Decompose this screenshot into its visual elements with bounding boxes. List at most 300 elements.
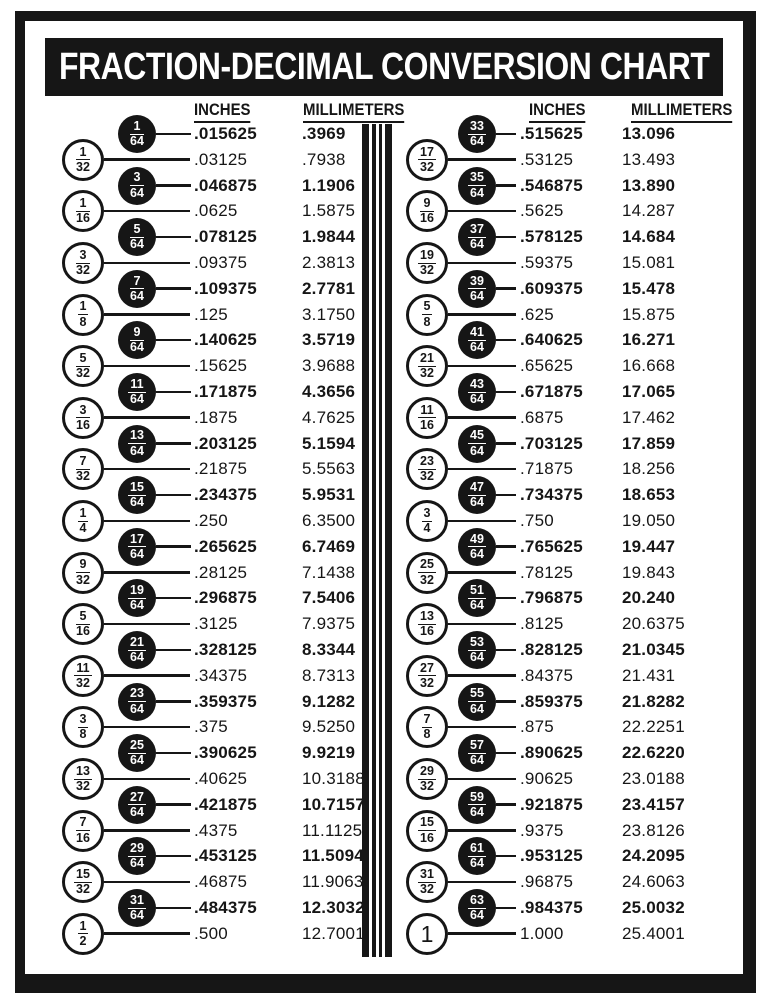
connector-line	[156, 700, 191, 702]
inches-value: .640625	[520, 330, 583, 350]
table-row	[50, 611, 368, 637]
table-row	[395, 224, 725, 250]
millimeters-value: 11.9063	[302, 872, 364, 892]
connector-line	[104, 778, 190, 780]
millimeters-value: 19.447	[622, 536, 676, 556]
millimeters-value: 21.0345	[622, 640, 685, 659]
millimeters-value: 11.1125	[302, 820, 363, 840]
fraction-label: $\frac{1}{16}$	[76, 196, 90, 226]
inches-value: .84375	[520, 665, 574, 685]
table-row	[50, 144, 368, 174]
inches-value: .546875	[520, 175, 583, 195]
fraction-label: $\frac{11}{32}$	[76, 660, 90, 690]
fraction-label: $\frac{17}{32}$	[420, 144, 434, 174]
connector-line	[156, 133, 191, 135]
millimeters-value: 18.653	[622, 485, 676, 505]
fraction-label: $\frac{5}{32}$	[76, 351, 90, 381]
inches-value: .234375	[194, 485, 257, 505]
fraction-label: $\frac{19}{32}$	[420, 247, 434, 277]
millimeters-value: 9.5250	[302, 717, 356, 737]
inches-value: .703125	[520, 433, 583, 453]
connector-line	[156, 803, 191, 805]
fraction-label: $\frac{55}{64}$	[470, 686, 484, 716]
inches-value: .750	[520, 511, 554, 530]
table-row	[395, 740, 725, 766]
fraction-label: $\frac{1}{64}$	[130, 118, 144, 148]
fraction-label: $\frac{19}{64}$	[130, 583, 144, 613]
table-row	[395, 505, 725, 535]
table-row	[50, 428, 368, 458]
table-row	[50, 686, 368, 716]
connector-line	[156, 184, 191, 186]
inches-value: .265625	[194, 536, 257, 556]
table-row	[395, 763, 725, 793]
table-row	[395, 402, 725, 432]
millimeters-value: 24.2095	[622, 846, 685, 866]
table-row	[395, 376, 725, 406]
fraction-label: $\frac{11}{16}$	[420, 402, 434, 432]
fraction-label: $\frac{23}{64}$	[130, 686, 144, 716]
inches-value: .078125	[194, 227, 257, 247]
inches-value: .390625	[194, 743, 257, 763]
millimeters-header-right: MILLIMETERS	[631, 100, 732, 123]
fraction-label: $\frac{3}{16}$	[76, 402, 90, 432]
inches-value: .859375	[520, 691, 583, 711]
fraction-label: $\frac{13}{64}$	[130, 428, 144, 458]
table-row	[50, 376, 368, 406]
fraction-label: $\frac{3}{8}$	[79, 712, 87, 742]
connector-line	[496, 855, 516, 857]
fraction-label: $\frac{5}{16}$	[76, 609, 90, 639]
millimeters-value: 13.493	[622, 149, 676, 169]
table-row	[50, 247, 368, 277]
inches-value: .3125	[194, 614, 238, 634]
table-row	[50, 892, 368, 922]
millimeters-value: 19.843	[622, 562, 676, 582]
table-row	[50, 224, 368, 250]
table-row	[50, 660, 368, 690]
inches-value: .59375	[520, 253, 574, 272]
fraction-label: $\frac{11}{64}$	[130, 376, 144, 406]
inches-value: .78125	[520, 562, 574, 582]
connector-line	[104, 416, 190, 418]
inches-value: .28125	[194, 562, 248, 582]
table-row	[50, 869, 368, 895]
millimeters-value: 19.050	[622, 511, 676, 530]
connector-line	[496, 442, 516, 444]
fraction-label: $\frac{35}{64}$	[470, 170, 484, 200]
millimeters-value: 14.287	[622, 201, 676, 221]
inches-value: .15625	[194, 356, 248, 376]
millimeters-value: 15.081	[622, 253, 676, 272]
inches-value: .46875	[194, 872, 248, 892]
table-row	[395, 198, 725, 224]
millimeters-value: 11.5094	[302, 846, 364, 866]
fraction-label: $\frac{21}{32}$	[420, 351, 434, 381]
connector-line	[448, 674, 516, 676]
connector-line	[104, 571, 190, 573]
fraction-label: $\frac{15}{16}$	[420, 815, 434, 845]
table-row	[395, 482, 725, 508]
inches-value: .296875	[194, 588, 257, 608]
fraction-label: 1	[420, 920, 434, 947]
table-row	[395, 611, 725, 637]
table-row	[50, 789, 368, 819]
fraction-label: $\frac{1}{4}$	[79, 505, 87, 535]
table-row	[50, 353, 368, 379]
millimeters-value: 5.9531	[302, 485, 356, 505]
fraction-label: $\frac{7}{32}$	[76, 454, 90, 484]
table-row	[395, 585, 725, 611]
inches-value: .65625	[520, 356, 574, 376]
table-row	[50, 740, 368, 766]
millimeters-value: 16.668	[622, 356, 676, 376]
millimeters-value: 13.890	[622, 175, 676, 195]
connector-line	[496, 597, 516, 599]
table-row	[395, 428, 725, 458]
connector-line	[156, 597, 191, 599]
millimeters-value: 23.8126	[622, 820, 685, 840]
inches-value: .046875	[194, 175, 257, 195]
millimeters-value: 10.7157	[302, 794, 365, 814]
connector-line	[104, 623, 190, 625]
table-row	[50, 918, 368, 948]
table-row	[50, 273, 368, 303]
connector-line	[104, 520, 190, 522]
inches-header-left: INCHES	[194, 100, 251, 123]
fraction-label: $\frac{57}{64}$	[470, 738, 484, 768]
table-row	[50, 531, 368, 561]
fraction-label: $\frac{31}{32}$	[420, 867, 434, 897]
connector-line	[156, 391, 191, 393]
table-row	[395, 634, 725, 664]
connector-line	[156, 442, 191, 444]
millimeters-value: .3969	[302, 124, 346, 143]
millimeters-value: 20.240	[622, 588, 676, 608]
fraction-badge	[406, 913, 448, 955]
table-row	[50, 714, 368, 740]
connector-line	[104, 313, 190, 315]
table-row	[50, 815, 368, 845]
inches-value: .71875	[520, 459, 574, 479]
table-row	[395, 686, 725, 716]
inches-value: .359375	[194, 691, 257, 711]
connector-line	[448, 210, 516, 212]
connector-line	[104, 726, 190, 728]
connector-line	[448, 778, 516, 780]
fraction-label: $\frac{31}{64}$	[130, 892, 144, 922]
table-row	[395, 118, 725, 148]
title-bar	[45, 38, 723, 96]
table-row	[395, 273, 725, 303]
connector-line	[448, 881, 516, 883]
millimeters-value: 22.2251	[622, 717, 685, 737]
fraction-label: $\frac{15}{32}$	[76, 867, 90, 897]
fraction-label: $\frac{21}{64}$	[130, 634, 144, 664]
table-row	[395, 299, 725, 329]
inches-value: .375	[194, 717, 228, 737]
inches-value: .828125	[520, 640, 583, 659]
millimeters-value: 6.3500	[302, 511, 356, 530]
millimeters-value: 17.065	[622, 382, 676, 401]
connector-line	[104, 468, 190, 470]
fraction-badge	[62, 913, 104, 955]
millimeters-value: 3.5719	[302, 330, 356, 350]
millimeters-value: 8.7313	[302, 665, 356, 685]
fraction-label: $\frac{25}{32}$	[420, 557, 434, 587]
fraction-label: $\frac{1}{32}$	[76, 144, 90, 174]
millimeters-value: 10.3188	[302, 769, 365, 788]
millimeters-value: 1.1906	[302, 175, 356, 195]
col-left	[50, 118, 368, 957]
table-row	[50, 482, 368, 508]
connector-line	[496, 907, 516, 909]
table-row	[50, 634, 368, 664]
connector-line	[104, 829, 190, 831]
millimeters-value: 6.7469	[302, 536, 356, 556]
millimeters-value: 4.3656	[302, 382, 356, 401]
connector-line	[156, 752, 191, 754]
millimeters-value: 3.1750	[302, 304, 356, 324]
inches-value: .921875	[520, 794, 583, 814]
fraction-label: $\frac{49}{64}$	[470, 531, 484, 561]
connector-line	[104, 262, 190, 264]
table-row	[395, 843, 725, 869]
inches-value: .5625	[520, 201, 564, 221]
millimeters-value: 15.875	[622, 304, 676, 324]
table-row	[395, 921, 725, 947]
fraction-label: $\frac{53}{64}$	[470, 634, 484, 664]
millimeters-value: 12.7001	[302, 923, 365, 943]
fraction-label: $\frac{51}{64}$	[470, 583, 484, 613]
table-row	[395, 144, 725, 174]
connector-line	[156, 907, 191, 909]
fraction-label: $\frac{27}{32}$	[420, 660, 434, 690]
inches-value: .53125	[520, 149, 574, 169]
inches-value: .96875	[520, 872, 574, 892]
inches-value: .4375	[194, 820, 238, 840]
inches-value: .609375	[520, 278, 583, 298]
table-row	[50, 763, 368, 793]
inches-value: .171875	[194, 382, 257, 401]
millimeters-value: 1.9844	[302, 227, 356, 247]
connector-line	[448, 623, 516, 625]
inches-value: .515625	[520, 124, 583, 143]
connector-line	[496, 391, 516, 393]
millimeters-value: 5.5563	[302, 459, 356, 479]
fraction-label: $\frac{15}{64}$	[130, 480, 144, 510]
inches-value: .40625	[194, 769, 248, 788]
table-row	[395, 892, 725, 922]
millimeters-value: 14.684	[622, 227, 676, 247]
table-row	[395, 353, 725, 379]
fraction-label: $\frac{9}{16}$	[420, 196, 434, 226]
fraction-label: $\frac{29}{32}$	[420, 763, 434, 793]
fraction-label: $\frac{43}{64}$	[470, 376, 484, 406]
inches-value: .03125	[194, 149, 248, 169]
millimeters-value: 21.431	[622, 665, 676, 685]
connector-line	[496, 700, 516, 702]
millimeters-value: 25.0032	[622, 898, 685, 917]
inches-value: .453125	[194, 846, 257, 866]
fraction-label: $\frac{37}{64}$	[470, 222, 484, 252]
inches-value: .90625	[520, 769, 574, 788]
fraction-label: $\frac{29}{64}$	[130, 841, 144, 871]
connector-line	[448, 468, 516, 470]
table-row	[395, 660, 725, 690]
connector-line	[448, 416, 516, 418]
fraction-label: $\frac{1}{8}$	[79, 299, 87, 329]
inches-value: .34375	[194, 665, 248, 685]
millimeters-value: 7.9375	[302, 614, 356, 634]
table-row	[395, 531, 725, 561]
page-title: FRACTION-DECIMAL CONVERSION CHART	[58, 45, 710, 88]
millimeters-value: 8.3344	[302, 640, 356, 659]
millimeters-value: 2.3813	[302, 253, 356, 272]
connector-line	[156, 855, 191, 857]
inches-value: .328125	[194, 640, 257, 659]
millimeters-header-left: MILLIMETERS	[303, 100, 404, 123]
fraction-label: $\frac{39}{64}$	[470, 273, 484, 303]
table-row	[50, 118, 368, 148]
millimeters-value: 4.7625	[302, 407, 356, 427]
inches-value: .984375	[520, 898, 583, 917]
connector-line	[156, 236, 191, 238]
fraction-label: $\frac{1}{2}$	[79, 918, 87, 948]
fraction-label: $\frac{9}{32}$	[76, 557, 90, 587]
inches-value: .484375	[194, 898, 257, 917]
table-row	[395, 247, 725, 277]
table-row	[50, 557, 368, 587]
millimeters-value: 1.5875	[302, 201, 356, 221]
connector-line	[496, 649, 516, 651]
fraction-label: $\frac{33}{64}$	[470, 118, 484, 148]
millimeters-value: 17.859	[622, 433, 676, 453]
connector-line	[448, 932, 516, 934]
table-row	[50, 402, 368, 432]
table-row	[395, 170, 725, 200]
connector-line	[156, 494, 191, 496]
connector-line	[156, 287, 191, 289]
connector-line	[496, 752, 516, 754]
inches-value: .21875	[194, 459, 248, 479]
connector-line	[448, 571, 516, 573]
millimeters-value: 23.0188	[622, 769, 685, 788]
connector-line	[448, 158, 516, 160]
connector-line	[104, 210, 190, 212]
millimeters-value: 7.5406	[302, 588, 356, 608]
millimeters-value: 7.1438	[302, 562, 356, 582]
fraction-label: $\frac{13}{16}$	[420, 609, 434, 639]
millimeters-value: 2.7781	[302, 278, 356, 298]
connector-line	[448, 829, 516, 831]
table-row	[50, 843, 368, 869]
connector-line	[496, 339, 516, 341]
fraction-label: $\frac{3}{32}$	[76, 247, 90, 277]
millimeters-value: 18.256	[622, 459, 676, 479]
fraction-label: $\frac{5}{64}$	[130, 222, 144, 252]
inches-value: .625	[520, 304, 554, 324]
connector-line	[496, 287, 516, 289]
connector-line	[104, 365, 190, 367]
millimeters-value: .7938	[302, 149, 346, 169]
inches-value: .015625	[194, 124, 257, 143]
table-row	[50, 170, 368, 200]
connector-line	[448, 520, 516, 522]
millimeters-value: 9.9219	[302, 743, 356, 763]
table-row	[395, 557, 725, 587]
col-right	[395, 118, 725, 957]
fraction-label: $\frac{27}{64}$	[130, 789, 144, 819]
fraction-label: $\frac{3}{4}$	[423, 505, 431, 535]
table-row	[50, 456, 368, 482]
inches-value: .671875	[520, 382, 583, 401]
table-row	[395, 327, 725, 353]
millimeters-value: 24.6063	[622, 872, 685, 892]
inches-value: .890625	[520, 743, 583, 763]
connector-line	[104, 674, 190, 676]
inches-value: .6875	[520, 407, 564, 427]
millimeters-value: 3.9688	[302, 356, 356, 376]
fraction-label: $\frac{7}{16}$	[76, 815, 90, 845]
fraction-label: $\frac{25}{64}$	[130, 738, 144, 768]
connector-line	[448, 313, 516, 315]
fraction-label: $\frac{41}{64}$	[470, 325, 484, 355]
connector-line	[496, 803, 516, 805]
connector-line	[448, 262, 516, 264]
table-row	[50, 198, 368, 224]
table-row	[50, 505, 368, 535]
connector-line	[104, 881, 190, 883]
connector-line	[448, 726, 516, 728]
millimeters-value: 5.1594	[302, 433, 356, 453]
table-row	[395, 714, 725, 740]
fraction-label: $\frac{23}{32}$	[420, 454, 434, 484]
inches-value: .250	[194, 511, 228, 530]
connector-line	[496, 494, 516, 496]
inches-value: .734375	[520, 485, 583, 505]
fraction-label: $\frac{59}{64}$	[470, 789, 484, 819]
millimeters-value: 20.6375	[622, 614, 685, 634]
inches-value: .500	[194, 923, 228, 943]
fraction-label: $\frac{7}{8}$	[423, 712, 431, 742]
fraction-label: $\frac{7}{64}$	[130, 273, 144, 303]
millimeters-value: 22.6220	[622, 743, 685, 763]
connector-line	[448, 365, 516, 367]
inches-value: .8125	[520, 614, 564, 634]
millimeters-value: 9.1282	[302, 691, 356, 711]
connector-line	[496, 184, 516, 186]
table-row	[395, 869, 725, 895]
fraction-label: $\frac{63}{64}$	[470, 892, 484, 922]
fraction-label: $\frac{9}{64}$	[130, 325, 144, 355]
table-row	[50, 299, 368, 329]
fraction-label: $\frac{17}{64}$	[130, 531, 144, 561]
connector-line	[496, 236, 516, 238]
fraction-label: $\frac{13}{32}$	[76, 763, 90, 793]
inches-value: .421875	[194, 794, 257, 814]
inches-value: .765625	[520, 536, 583, 556]
table-row	[50, 327, 368, 353]
millimeters-value: 12.3032	[302, 898, 365, 917]
inches-value: .796875	[520, 588, 583, 608]
inches-value: .953125	[520, 846, 583, 866]
inches-value: .109375	[194, 278, 257, 298]
inches-value: .875	[520, 717, 554, 737]
table-row	[50, 585, 368, 611]
millimeters-value: 21.8282	[622, 691, 685, 711]
inches-value: .140625	[194, 330, 257, 350]
